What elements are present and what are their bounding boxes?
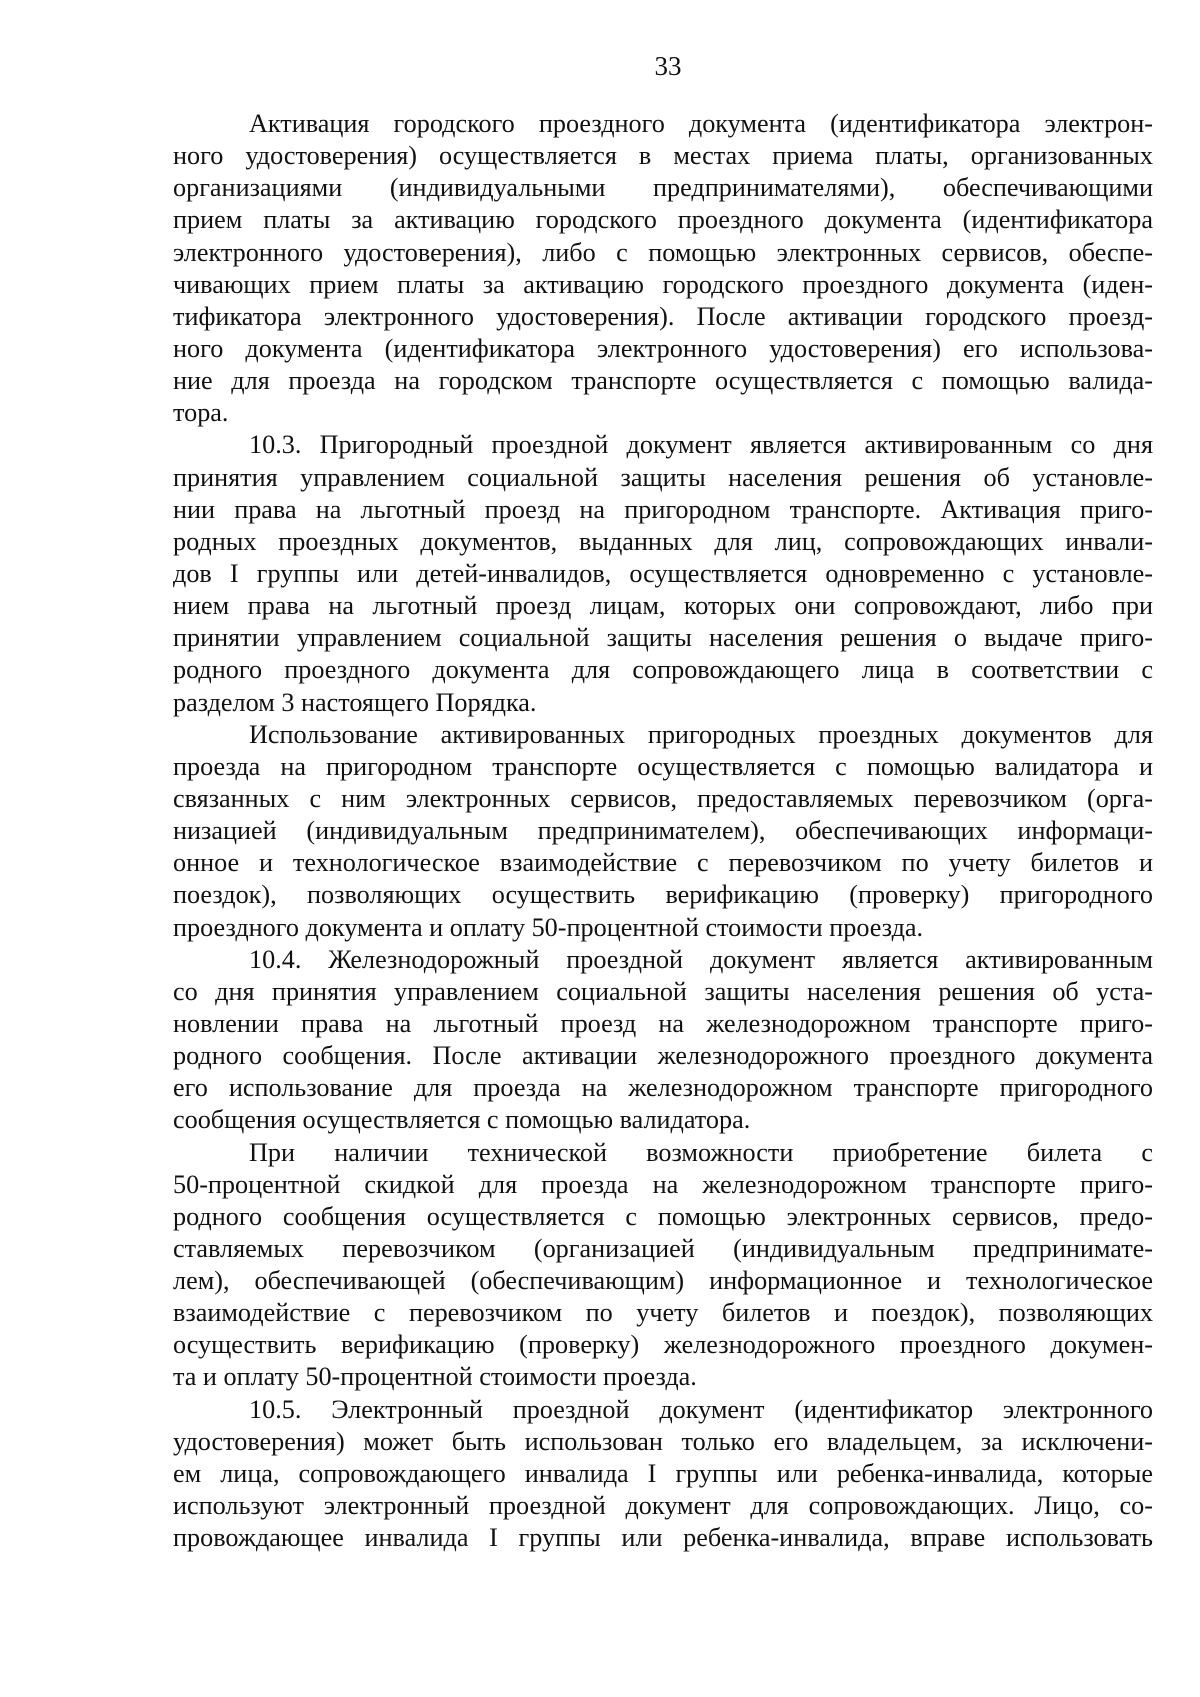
text-line: связанных с ним электронных сервисов, предоставляемых перевозчиком (орга- [173,783,1153,813]
text-line: 50-процентной скидкой для проезда на железнодорожном транспорте приго- [173,1169,1153,1199]
text-line: 10.3. Пригородный проездной документ является активированным со дня [249,430,1153,460]
text-line: Активация городского проездного документа (идентификатора электрон- [249,109,1153,138]
text-line: прием платы за активацию городского проездного документа (идентификатора [173,205,1153,235]
text-line: родных проездных документов, выданных для лиц, сопровождающих инвали- [173,526,1153,556]
text-line: тификатора электронного удостоверения). После активации городского проезд- [173,301,1153,331]
text-line: ного удостоверения) осуществляется в местах приема платы, организованных [173,141,1153,171]
text-line: разделом 3 настоящего Порядка. [173,687,537,717]
text-line: лем), обеспечивающей (обеспечивающим) информационное и технологическое [173,1266,1153,1296]
text-line: со дня принятия управлением социальной защиты населения решения об уста- [173,976,1153,1006]
text-line: нии права на льготный проезд на пригородном транспорте. Активация приго- [173,494,1153,524]
text-line: осуществить верификацию (проверку) железнодорожного проездного докумен- [173,1330,1153,1360]
text-line: родного проездного документа для сопровождающего лица в соответствии с [173,655,1153,685]
text-line: Использование активированных пригородных проездных документов для [249,719,1153,749]
text-line: его использование для проезда на железнодорожном транспорте пригородного [173,1073,1153,1103]
text-line: проездного документа и оплату 50-процентной стоимости проезда. [173,912,924,942]
text-line: При наличии технической возможности приобретение билета с [249,1137,1153,1167]
text-line: используют электронный проездной документ для сопровождающих. Лицо, со- [173,1491,1153,1521]
text-line: поездок), позволяющих осуществить верификацию (проверку) пригородного [173,880,1153,910]
text-line: чивающих прием платы за активацию городского проездного документа (иден- [173,269,1153,299]
text-line: проезда на пригородном транспорте осуществляется с помощью валидатора и [173,751,1153,781]
text-line: принятия управлением социальной защиты населения решения об установле- [173,462,1153,492]
text-line: онное и технологическое взаимодействие с перевозчиком по учету билетов и [173,848,1153,878]
text-line: провождающее инвалида I группы или ребенка-инвалида, вправе использовать [173,1523,1153,1553]
text-line: низацией (индивидуальным предпринимателем), обеспечивающих информаци- [173,816,1153,846]
text-line: та и оплату 50-процентной стоимости проезда. [173,1362,697,1392]
text-line: ем лица, сопровождающего инвалида I группы или ребенка-инвалида, которые [173,1458,1153,1488]
text-line: 10.4. Железнодорожный проездной документ является активированным [249,944,1153,974]
text-line: электронного удостоверения), либо с помощью электронных сервисов, обеспе- [173,237,1153,267]
text-line: новлении права на льготный проезд на железнодорожном транспорте приго- [173,1008,1153,1038]
text-line: сообщения осуществляется с помощью валидатора. [173,1105,751,1135]
text-line: ние для проезда на городском транспорте осуществляется с помощью валида- [173,366,1153,396]
text-line: ного документа (идентификатора электронного удостоверения) его использова- [173,333,1153,363]
text-line: взаимодействие с перевозчиком по учету билетов и поездок), позволяющих [173,1298,1153,1328]
text-line: ставляемых перевозчиком (организацией (индивидуальным предпринимате- [173,1233,1153,1263]
text-line: организациями (индивидуальными предпринимателями), обеспечивающими [173,173,1153,203]
text-line: нием права на льготный проезд лицам, которых они сопровождают, либо при [173,591,1153,621]
text-line: 10.5. Электронный проездной документ (идентификатор электронного [249,1394,1153,1424]
text-line: родного сообщения осуществляется с помощью электронных сервисов, предо- [173,1201,1153,1231]
page-number: 33 [654,51,682,81]
text-line: тора. [173,398,229,428]
text-line: принятии управлением социальной защиты населения решения о выдаче приго- [173,623,1153,653]
text-line: родного сообщения. После активации железнодорожного проездного документа [173,1041,1153,1071]
body-text [173,108,1153,1554]
text-line: дов I группы или детей-инвалидов, осуществляется одновременно с установле- [173,558,1153,588]
text-line: удостоверения) может быть использован только его владельцем, за исключени- [173,1426,1153,1456]
